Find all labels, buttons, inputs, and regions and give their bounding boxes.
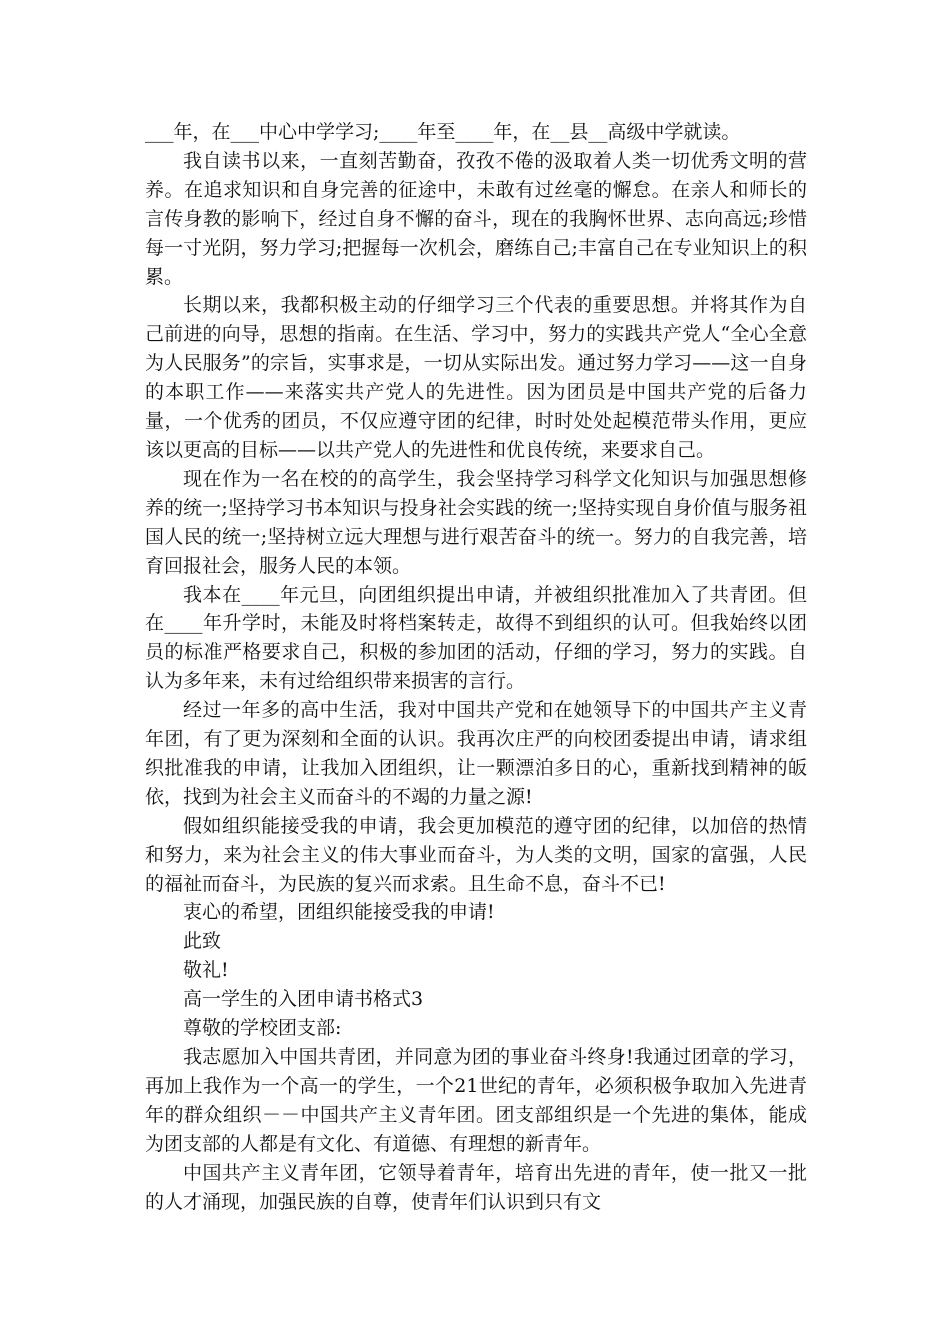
intro-paragraph: ___年，在___中心中学学习;____年至____年，在__县__高级中学就读。	[145, 121, 741, 143]
paragraph-reapplication: 经过一年多的高中生活，我对中国共产党和在她领导下的中国共产主义青年团，有了更为深刻和全面的认识。我再次庄严的向校团委提出申请，请求组织批准我的申请，让我加入团组织，让一颗漂泊多日的心，重新找到精神的皈依，找到为社会主义而奋斗的不竭的力量之源!	[145, 699, 807, 808]
letter-paragraph-intent: 我志愿加入中国共青团，并同意为团的事业奋斗终身!我通过团章的学习，再加上我作为一个高一的学生，一个21世纪的青年，必须积极争取加入先进青年的群众组织－－中国共产主义青年团。团支部组织是一个先进的集体，能成为团支部的人都是有文化、有道德、有理想的新青年。	[145, 1046, 807, 1155]
document-page	[145, 118, 807, 1216]
closing-jingli: 敬礼!	[183, 959, 229, 982]
paragraph-three-represents: 长期以来，我都积极主动的仔细学习三个代表的重要思想。并将其作为自己前进的向导，思想的指南。在生活、学习中，努力的实践共产党人“全心全意为人民服务”的宗旨，实事求是，一切从实际出发。通过努力学习——这一自身的本职工作——来落实共产党人的先进性。因为团员是中国共产党的后备力量，一个优秀的团员，不仅应遵守团的纪律，时时处处起模范带头作用，更应该以更高的目标——以共产党人的先进性和优良传统，来要求自己。	[145, 294, 807, 461]
section-title: 高一学生的入团申请书格式3	[183, 988, 424, 1011]
closing-cizhi: 此致	[183, 930, 222, 953]
salutation: 尊敬的学校团支部:	[183, 1017, 342, 1040]
letter-paragraph-league: 中国共产主义青年团，它领导着青年，培育出先进的青年，使一批又一批的人才涌现，加强民族的自尊，使青年们认识到只有文	[145, 1161, 807, 1213]
paragraph-history: 我本在____年元旦，向团组织提出申请，并被组织批准加入了共青团。但在____年升学时，未能及时将档案转走，故得不到组织的认可。但我始终以团员的标准严格要求自己，积极的参加团的活动，仔细的学习，努力的实践。自认为多年来，未有过给组织带来损害的言行。	[145, 583, 807, 693]
paragraph-study: 我自读书以来，一直刻苦勤奋，孜孜不倦的汲取着人类一切优秀文明的营养。在追求知识和自身完善的征途中，未敢有过丝毫的懈怠。在亲人和师长的言传身教的影响下，经过自身不懈的奋斗，现在的我胸怀世界、志向高远;珍惜每一寸光阴，努力学习;把握每一次机会，磨练自己;丰富自己在专业知识上的积累。	[145, 149, 807, 288]
paragraph-student-commitment: 现在作为一名在校的的高学生，我会坚持学习科学文化知识与加强思想修养的统一;坚持学习书本知识与投身社会实践的统一;坚持实现自身价值与服务祖国人民的统一;坚持树立远大理想与进行艰苦奋斗的统一。努力的自我完善，培育回报社会，服务人民的本领。	[145, 467, 807, 577]
closing-wish: 衷心的希望，团组织能接受我的申请!	[183, 901, 495, 924]
paragraph-pledge: 假如组织能接受我的申请，我会更加模范的遵守团的纪律，以加倍的热情和努力，来为社会主义的伟大事业而奋斗，为人类的文明，国家的富强，人民的福祉而奋斗，为民族的复兴而求索。且生命不息，奋斗不已!	[145, 814, 807, 895]
